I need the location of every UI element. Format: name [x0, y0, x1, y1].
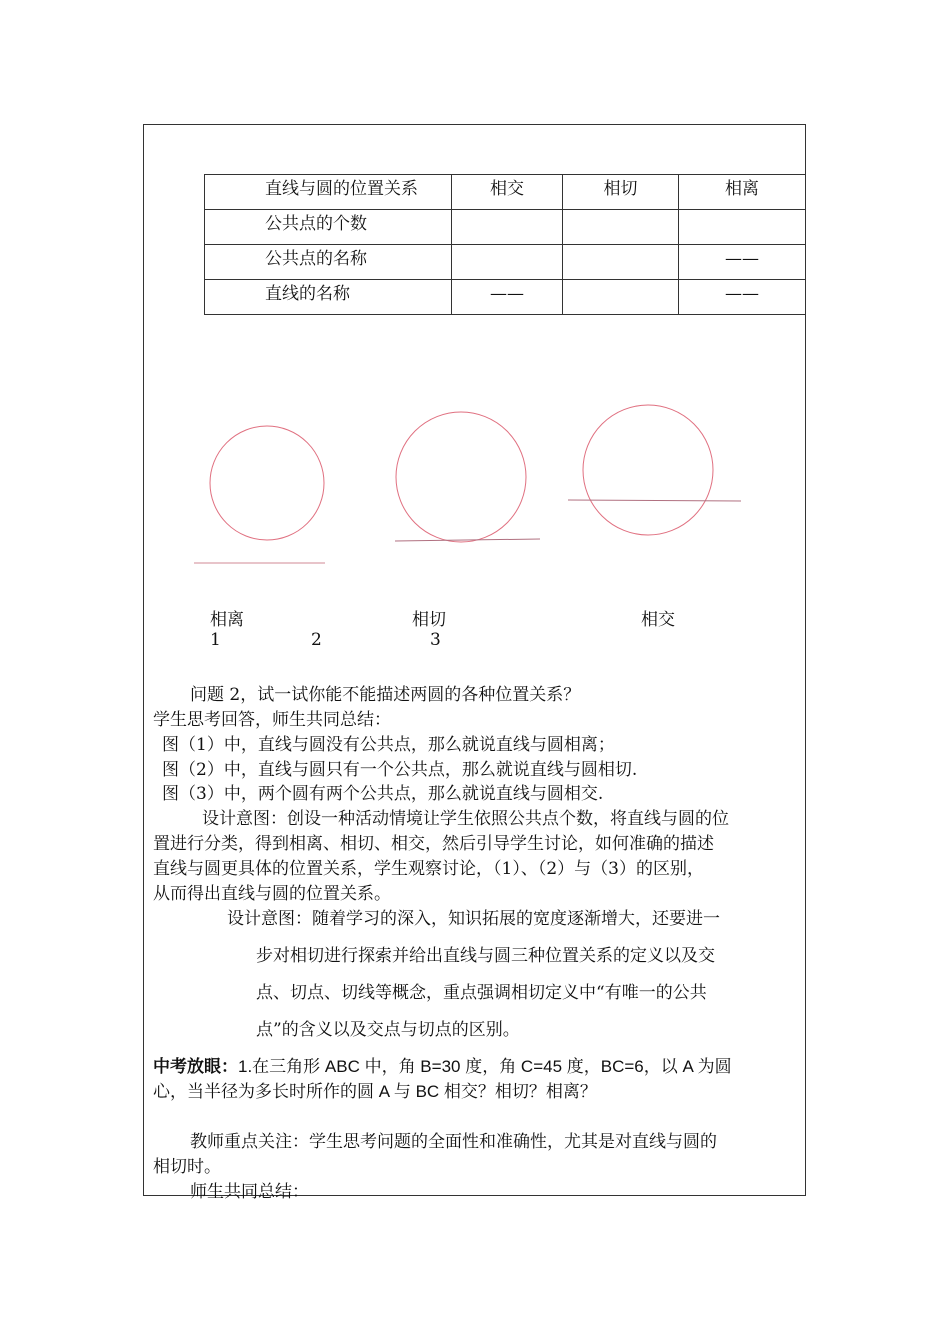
- teacher-focus-line-2: 相切时。: [153, 1157, 221, 1177]
- figure-label-tangent: 相切: [412, 610, 446, 630]
- design-intent-2-line-2: 步对相切进行探索并给出直线与圆三种位置关系的定义以及交: [256, 946, 715, 966]
- table-cell: ——: [452, 280, 563, 315]
- design-intent-2-line-1: 设计意图：随着学习的深入，知识拓展的宽度逐渐增大，还要进一: [227, 909, 720, 929]
- design-intent-1-line-3: 直线与圆更具体的位置关系，学生观察讨论，（1）、（2）与（3）的区别，: [153, 859, 704, 879]
- figure-1-circle: [210, 426, 324, 540]
- table-cell: 直线的名称: [205, 280, 452, 315]
- table-cell: ——: [679, 280, 806, 315]
- figure-2-line: [395, 539, 540, 541]
- table-cell: ——: [679, 245, 806, 280]
- exam-label: 中考放眼：: [153, 1057, 238, 1077]
- table-cell: 公共点的名称: [205, 245, 452, 280]
- table-cell: 相离: [679, 175, 806, 210]
- figure-label-separate: 相离: [210, 610, 244, 630]
- table-cell: 公共点的个数: [205, 210, 452, 245]
- design-intent-1-line-4: 从而得出直线与圆的位置关系。: [153, 884, 391, 904]
- table-cell: 直线与圆的位置关系: [205, 175, 452, 210]
- design-intent-1-line-1: 设计意图：创设一种活动情境让学生依照公共点个数，将直线与圆的位: [202, 809, 729, 829]
- figure-1-separate: [194, 426, 325, 563]
- figure-3-circle: [583, 405, 713, 535]
- teacher-focus-line-1: 教师重点关注：学生思考问题的全面性和准确性，尤其是对直线与圆的: [190, 1132, 717, 1152]
- design-intent-2-line-3: 点、切点、切线等概念，重点强调相切定义中“有唯一的公共: [256, 983, 707, 1003]
- figure-1-explanation: 图（1）中，直线与圆没有公共点，那么就说直线与圆相离；: [162, 735, 615, 755]
- figure-number-3: 3: [430, 630, 441, 650]
- answer-intro: 学生思考回答，师生共同总结：: [153, 710, 391, 730]
- summary-heading: 师生共同总结：: [190, 1182, 309, 1202]
- figure-2-explanation: 图（2）中，直线与圆只有一个公共点，那么就说直线与圆相切.: [162, 760, 638, 780]
- figure-number-2: 2: [311, 630, 322, 650]
- exam-question-1: 1.在三角形 ABC 中，角 B=30 度，角 C=45 度，BC=6，以 A 为圆: [238, 1057, 732, 1076]
- table-cell: 相交: [452, 175, 563, 210]
- exam-line-2: 心，当半径为多长时所作的圆 A 与 BC 相交？相切？相离？: [153, 1082, 597, 1101]
- design-intent-2-line-4: 点”的含义以及交点与切点的区别。: [256, 1020, 520, 1040]
- figure-label-intersect: 相交: [641, 610, 675, 630]
- figure-number-1: 1: [210, 630, 221, 650]
- figure-3-intersect: [568, 405, 741, 535]
- figure-3-explanation: 图（3）中，两个圆有两个公共点，那么就说直线与圆相交.: [162, 784, 604, 804]
- exam-line-1: [153, 1052, 732, 1077]
- figure-2-tangent: [395, 412, 540, 542]
- table-cell: 相切: [563, 175, 679, 210]
- question-2: 问题 2，试一试你能不能描述两圆的各种位置关系？: [190, 685, 581, 705]
- figure-3-line: [568, 500, 741, 501]
- figure-2-circle: [396, 412, 526, 542]
- design-intent-1-line-2: 置进行分类，得到相离、相切、相交，然后引导学生讨论，如何准确的描述: [153, 834, 714, 854]
